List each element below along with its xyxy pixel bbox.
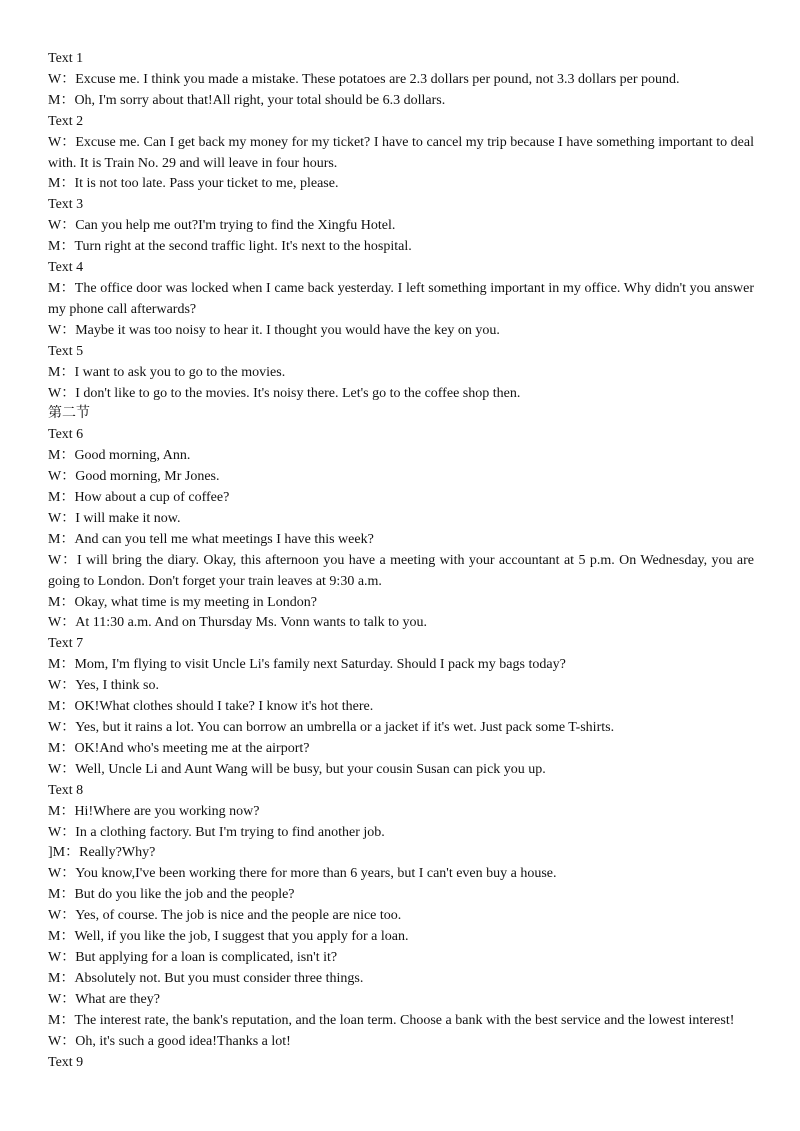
text-8-line-6: W：Yes, of course. The job is nice and the people are nice too. [48, 908, 402, 924]
text-8-heading: Text 8 [48, 782, 84, 798]
text-8-line-8: W：But applying for a loan is complicated, isn't it? [48, 949, 338, 965]
text-7-line-5: M：OK!And who's meeting me at the airport? [48, 740, 310, 756]
text-7-line-1: M：Mom, I'm flying to visit Uncle Li's family next Saturday. Should I pack my bags today? [48, 657, 566, 673]
text-8-line-3: ]M：Really?Why? [48, 845, 156, 861]
text-2-heading: Text 2 [48, 113, 84, 129]
text-9-heading: Text 9 [48, 1054, 84, 1070]
text-6-line-3: M：How about a cup of coffee? [48, 490, 230, 506]
text-6-line-1: M：Good morning, Ann. [48, 448, 191, 464]
text-7-heading: Text 7 [48, 636, 84, 652]
text-8-line-5: M：But do you like the job and the people? [48, 887, 295, 903]
section-heading: 第二节 [48, 406, 90, 422]
text-1-line-2: M：Oh, I'm sorry about that!All right, your total should be 6.3 dollars. [48, 92, 446, 108]
text-8-line-4: W：You know,I've been working there for more than 6 years, but I can't even buy a house. [48, 866, 557, 882]
text-6-line-6: W：I will bring the diary. Okay, this afternoon you have a meeting with your accountant at 5 p.m. On Wednesday, you are going to London. Don't forget your train leaves at 9:30 a.m. [48, 552, 754, 589]
text-5-line-2: W：I don't like to go to the movies. It's noisy there. Let's go to the coffee shop then. [48, 385, 521, 401]
text-1-line-1: W：Excuse me. I think you made a mistake. These potatoes are 2.3 dollars per pound, not 3.3 dollars per pound. [48, 71, 680, 87]
text-6-line-5: M：And can you tell me what meetings I have this week? [48, 531, 374, 547]
text-1-heading: Text 1 [48, 51, 84, 66]
text-8-line-10: W：What are they? [48, 991, 160, 1007]
text-4-heading: Text 4 [48, 260, 84, 276]
text-7-line-3: M：OK!What clothes should I take? I know it's hot there. [48, 699, 374, 715]
document-page [48, 49, 754, 1073]
text-2-line-1: W：Excuse me. Can I get back my money for my ticket? I have to cancel my trip because I have something important to deal with. It is Train No. 29 and will leave in four hours. [48, 134, 754, 171]
text-3-heading: Text 3 [48, 197, 84, 213]
text-8-line-11: M：The interest rate, the bank's reputation, and the loan term. Choose a bank with the best service and the lowest interest! [48, 1012, 735, 1028]
text-2-line-2: M：It is not too late. Pass your ticket to me, please. [48, 176, 339, 192]
text-8-line-2: W：In a clothing factory. But I'm trying to find another job. [48, 824, 385, 840]
text-6-line-4: W：I will make it now. [48, 510, 181, 526]
text-6-line-2: W：Good morning, Mr Jones. [48, 469, 220, 485]
text-4-line-2: W：Maybe it was too noisy to hear it. I thought you would have the key on you. [48, 322, 500, 338]
text-5-line-1: M：I want to ask you to go to the movies. [48, 364, 286, 380]
text-3-line-1: W：Can you help me out?I'm trying to find the Xingfu Hotel. [48, 218, 396, 234]
text-5-heading: Text 5 [48, 343, 84, 359]
text-8-line-7: M：Well, if you like the job, I suggest that you apply for a loan. [48, 929, 409, 945]
text-7-line-6: W：Well, Uncle Li and Aunt Wang will be busy, but your cousin Susan can pick you up. [48, 761, 546, 777]
text-8-line-1: M：Hi!Where are you working now? [48, 803, 260, 819]
text-6-line-7: M：Okay, what time is my meeting in London? [48, 594, 317, 610]
text-6-line-8: W：At 11:30 a.m. And on Thursday Ms. Vonn wants to talk to you. [48, 615, 428, 631]
text-7-line-4: W：Yes, but it rains a lot. You can borrow an umbrella or a jacket if it's wet. Just pack some T-shirts. [48, 720, 615, 735]
text-8-line-12: W：Oh, it's such a good idea!Thanks a lot! [48, 1033, 291, 1049]
text-4-line-1: M：The office door was locked when I came back yesterday. I left something important in my office. Why didn't you answer my phone call afterwards? [48, 280, 754, 317]
text-7-line-2: W：Yes, I think so. [48, 678, 159, 694]
text-3-line-2: M：Turn right at the second traffic light. It's next to the hospital. [48, 239, 412, 255]
text-8-line-9: M：Absolutely not. But you must consider three things. [48, 970, 364, 986]
text-6-heading: Text 6 [48, 427, 84, 443]
